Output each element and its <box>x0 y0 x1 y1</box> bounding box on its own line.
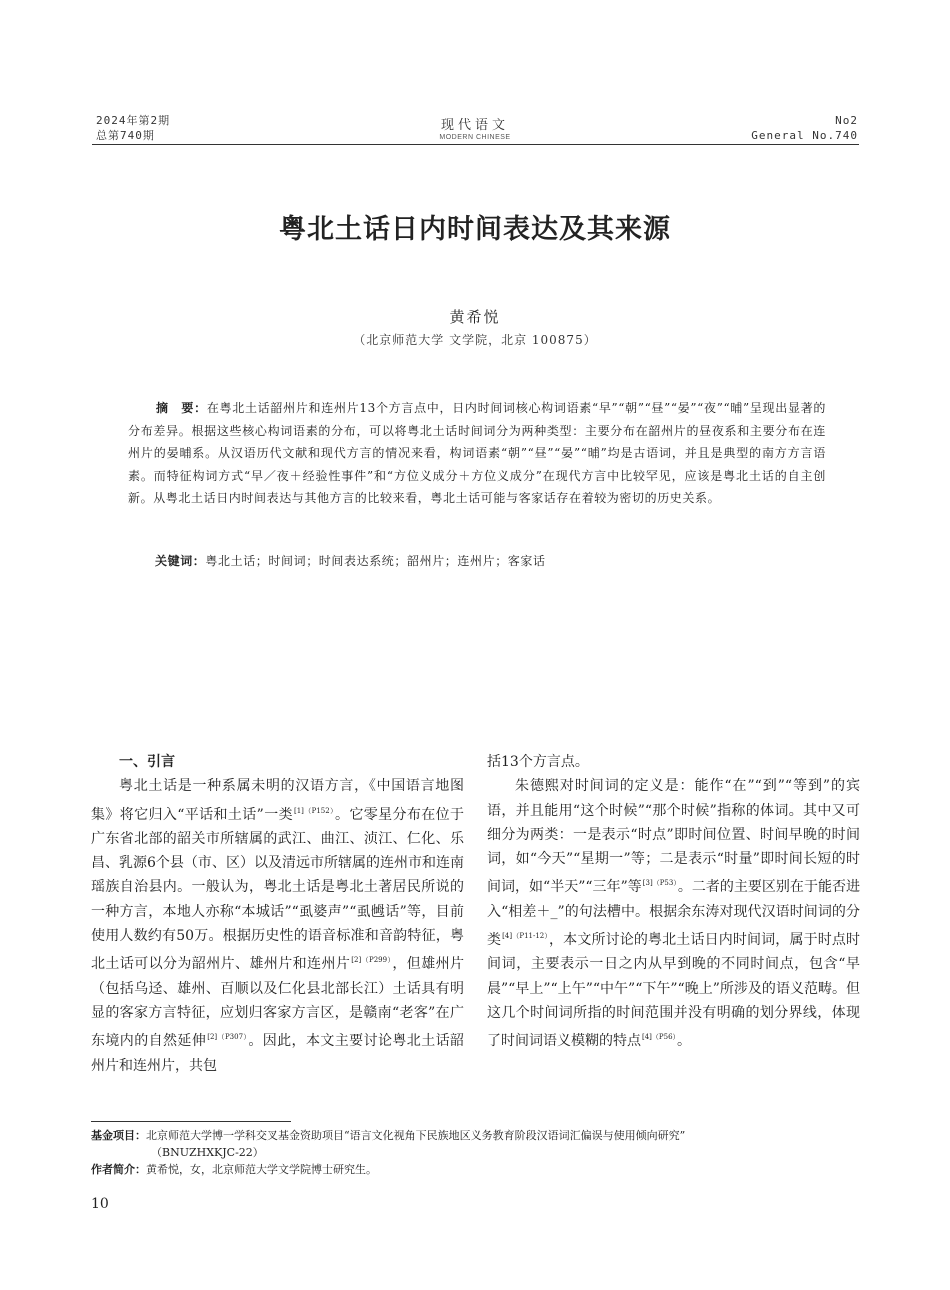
issue-total-en: General No.740 <box>751 129 858 142</box>
section-heading: 一、引言 <box>119 754 175 770</box>
keywords-text: 粤北土话；时间词；时间表达系统；韶州片；连州片；客家话 <box>205 554 546 568</box>
author-bio-label: 作者简介： <box>91 1163 146 1176</box>
footnote-rule <box>91 1121 291 1122</box>
funding-note <box>91 1127 861 1144</box>
funding-code: （BNUZHXKJC-22） <box>151 1146 264 1159</box>
page-number: 10 <box>91 1196 109 1212</box>
citation: [4]（P56） <box>642 1033 677 1042</box>
paragraph-intro: 粤北土话是一种系属未明的汉语方言，《中国语言地图集》将它归入“平话和土话”一类$^{[1](P152)}$。它零星分布在位于广东省北部的韶关市所辖属的武江、曲江、浈江、仁化、乐昌、乳源6个县（市、区）以及清远市所辖属的连州市和连南瑶族自治县内。一般认为，粤北土话是粤北土著居民所说的一种方言，本地人亦称“本城话”“虱婆声”“虱乸话”等，目前使用人数约有50万。根据历史性的语音标准和音韵特征，粤北土话可以分为韶州片、雄州片和连州片$^{[2](P299)}$，但雄州片（包括乌迳、雄州、百顺以及仁化县北部长江）土话具有明显的客家方言特征，应划归客家方言区，是赣南“老客”在广东境内的自然延伸$^{[2](P307)}$。因此，本文主要讨论粤北土话韶州片和连州片，共包 <box>91 778 465 1074</box>
author-bio <box>91 1161 861 1178</box>
citation: [1]（P152） <box>293 806 334 815</box>
issue-total: 总第740期 <box>96 129 155 142</box>
footnotes <box>91 1127 861 1178</box>
issue-info-en <box>751 113 858 143</box>
abstract <box>128 397 826 510</box>
author-bio-text: 黄希悦，女，北京师范大学文学院博士研究生。 <box>146 1163 377 1176</box>
citation: [2]（P307） <box>207 1033 248 1042</box>
keywords <box>155 552 546 569</box>
issue-number-en: No2 <box>835 114 858 127</box>
keywords-label: 关键词： <box>155 554 206 568</box>
paragraph-continued: 括13个方言点。 <box>487 754 589 770</box>
citation: [4]（P11-12） <box>502 932 549 941</box>
funding-text: 北京师范大学博一学科交叉基金资助项目“语言文化视角下民族地区义务教育阶段汉语词汇偏误与使用倾向研究” <box>146 1129 686 1142</box>
paragraph-definition: 朱德熙对时间词的定义是：能作“在”“到”“等到”的宾语，并且能用“这个时候”“那个时候”指称的体词。其中又可细分为两类：一是表示“时点”即时间位置、时间早晚的时间词，如“今天”“星期一”等；二是表示“时量”即时间长短的时间词，如“半天”“三年”等$^{[3](P53)}$。二者的主要区别在于能否进入“相差＋_”的句法槽中。根据余东涛对现代汉语时间词的分类$^{[4](P11-12)}$，本文所讨论的粤北土话日内时间词，属于时点时间词，主要表示一日之内从早到晚的不同时间点，包含“早晨”“早上”“上午”“中午”“下午”“晚上”所涉及的语义范畴。但这几个时间词所指的时间范围并没有明确的划分界线，体现了时间词语义模糊的特点$^{[4](P56)}$。 <box>487 778 861 1050</box>
abstract-text: 在粤北土话韶州片和连州片13个方言点中，日内时间词核心构词语素“早”“朝”“昼”“晏”“夜”“晡”呈现出显著的分布差异。根据这些核心构词语素的分布，可以将粤北土话时间词分为两种类型：主要分布在韶州片的昼夜系和主要分布在连州片的晏晡系。从汉语历代文献和现代方言的情况来看，构词语素“朝”“昼”“晏”“晡”均是古语词，并且是典型的南方方言语素。而特征构词方式“早／夜＋经验性事件”和“方位义成分＋方位义成分”在现代方言中比较罕见，应该是粤北土话的自主创新。从粤北土话日内时间表达与其他方言的比较来看，粤北土话可能与客家话存在着较为密切的历史关系。 <box>128 401 826 505</box>
abstract-label: 摘 要： <box>156 401 207 415</box>
article-title: 粤北土话日内时间表达及其来源 <box>279 214 671 245</box>
issue-number: 2024年第2期 <box>96 114 171 127</box>
author-name: 黄希悦 <box>449 308 501 326</box>
body-left-column <box>91 750 464 1078</box>
issue-info <box>96 113 170 143</box>
journal-name-cn: 现代语文 <box>440 118 509 133</box>
journal-name-en: MODERN CHINESE <box>439 134 511 141</box>
citation: [2]（P299） <box>351 956 392 965</box>
author-affiliation: （北京师范大学 文学院，北京 100875） <box>353 333 597 347</box>
funding-label: 基金项目： <box>91 1129 146 1142</box>
header-rule <box>92 144 859 145</box>
citation: [3]（P53） <box>642 879 677 888</box>
journal-name <box>400 114 550 141</box>
body-right-column <box>487 750 860 1054</box>
